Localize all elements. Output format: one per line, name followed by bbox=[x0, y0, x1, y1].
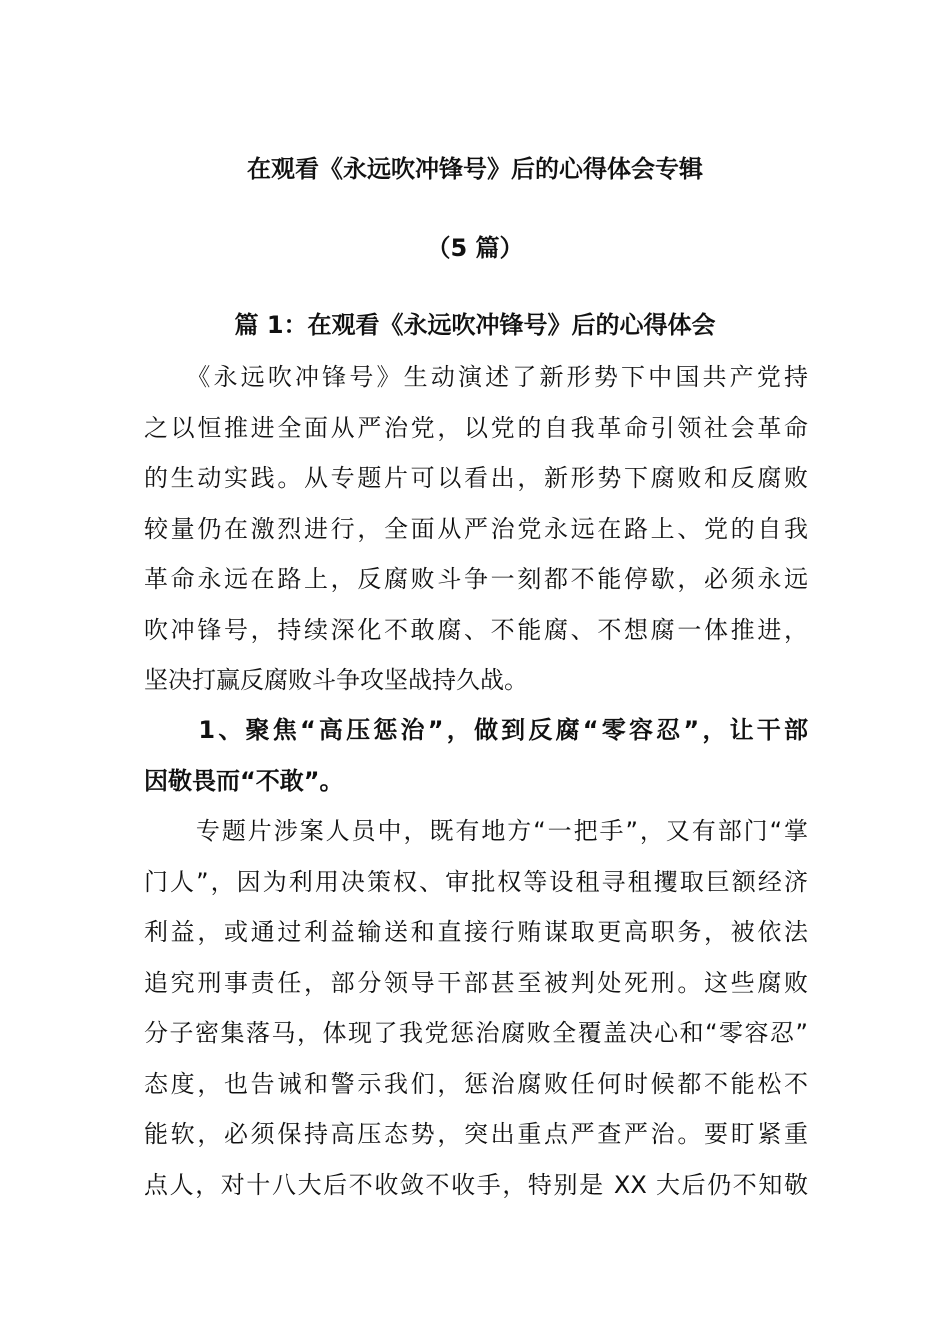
paragraph-line: 《永远吹冲锋号》生动演述了新形势下中国共产党持 bbox=[144, 363, 808, 391]
paragraph-line: 利益，或通过利益输送和直接行贿谋取更高职务，被依法 bbox=[144, 918, 808, 946]
point-1-heading bbox=[144, 705, 808, 806]
paragraph-line: 门人”，因为利用决策权、审批权等设租寻租攫取巨额经济 bbox=[144, 867, 808, 896]
document-title: 在观看《永远吹冲锋号》后的心得体会专辑 bbox=[247, 155, 703, 183]
heading-line: 因敬畏而“不敢”。 bbox=[144, 766, 344, 795]
paragraph-line: 坚决打赢反腐败斗争攻坚战持久战。 bbox=[144, 666, 528, 694]
paragraph-line: 能软，必须保持高压态势，突出重点严查严治。要盯紧重 bbox=[144, 1120, 808, 1148]
paragraph-line: 之以恒推进全面从严治党，以党的自我革命引领社会革命 bbox=[144, 413, 808, 442]
section-heading: 篇 1：在观看《永远吹冲锋号》后的心得体会 bbox=[234, 311, 716, 339]
paragraph-line: 追究刑事责任，部分领导干部甚至被判处死刑。这些腐败 bbox=[144, 968, 808, 997]
paragraph-line: 态度，也告诫和警示我们，惩治腐败任何时候都不能松不 bbox=[144, 1069, 808, 1098]
paragraph-1 bbox=[144, 352, 808, 706]
paragraph-2 bbox=[144, 806, 808, 1210]
document-subtitle: （5 篇） bbox=[426, 234, 524, 262]
heading-line: 1、聚焦“高压惩治”，做到反腐“零容忍”，让干部 bbox=[144, 716, 808, 744]
paragraph-line: 较量仍在激烈进行，全面从严治党永远在路上、党的自我 bbox=[144, 514, 808, 543]
paragraph-line: 的生动实践。从专题片可以看出，新形势下腐败和反腐败 bbox=[144, 464, 808, 492]
paragraph-line: 革命永远在路上，反腐败斗争一刻都不能停歇，必须永远 bbox=[144, 565, 808, 593]
paragraph-line: 点人，对十八大后不收敛不收手，特别是 XX 大后仍不知敬 bbox=[144, 1170, 808, 1199]
paragraph-line: 分子密集落马，体现了我党惩治腐败全覆盖决心和“零容忍” bbox=[144, 1019, 808, 1047]
paragraph-line: 吹冲锋号，持续深化不敢腐、不能腐、不想腐一体推进， bbox=[144, 615, 808, 644]
paragraph-line: 专题片涉案人员中，既有地方“一把手”，又有部门“掌 bbox=[144, 817, 808, 845]
